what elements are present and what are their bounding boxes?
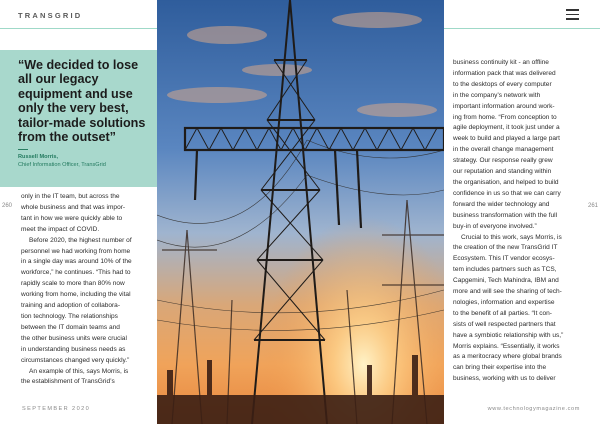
text-line: the other business units were crucial <box>21 334 127 342</box>
text-line: Crucial to this work, says Morris, is <box>461 233 562 241</box>
text-line: Ecosystem. This IT vendor ecosys- <box>453 255 555 263</box>
text-line: buy-in of everyone involved.” <box>453 222 537 230</box>
article-column-right <box>453 58 595 385</box>
text-line: information pack that was delivered <box>453 69 556 77</box>
text-line: business continuity kit - an offline <box>453 59 549 66</box>
text-line: week to build and played a large part <box>453 135 561 143</box>
text-line: Morris explains. “Essentially, it works <box>453 342 560 350</box>
pull-quote-text: “We decided to lose all our legacy equipment and use only the very best, tailor-made solutions from the outset” <box>18 58 146 145</box>
website-url[interactable]: www.technologymagazine.com <box>487 406 580 412</box>
header-rule-left <box>0 28 157 29</box>
text-line: An example of this, says Morris, is <box>29 367 129 375</box>
page-number-right: 261 <box>587 203 598 209</box>
text-line: to the desktops of every computer <box>453 80 552 88</box>
pull-quote-role: Chief Information Officer, TransGrid <box>18 162 106 169</box>
text-line: Capgemini, Tech Mahindra, IBM and <box>453 277 559 285</box>
menu-icon[interactable] <box>566 9 579 20</box>
text-line: as a meritocracy where global brands <box>453 353 562 361</box>
text-line: meet the impact of COVID. <box>21 225 100 233</box>
text-line: important information around work- <box>453 102 555 110</box>
text-line: business transformation with the full <box>453 211 558 219</box>
article-column-left <box>21 192 155 388</box>
text-line: strategy. Our response really grew <box>453 157 553 165</box>
brand-logo-text: TRANSGRID <box>18 11 83 20</box>
text-line: the creation of the new TransGrid IT <box>453 244 558 252</box>
text-line: tion technology. The relationships <box>21 312 118 320</box>
text-line: working from home, including the vital <box>21 291 131 299</box>
page-number-left: 260 <box>2 203 13 209</box>
text-line: in a single day was around 10% of the <box>21 258 132 266</box>
text-line: have a symbiotic relationship with us,” <box>453 331 564 339</box>
text-line: nologies, information and expertise <box>453 298 555 306</box>
text-line: tant in how we were quickly able to <box>21 214 123 222</box>
text-line: forward the wider technology and <box>453 200 550 208</box>
text-line: training and adoption of collabora- <box>21 302 120 310</box>
text-line: only in the IT team, but across the <box>21 193 120 200</box>
text-line: agile deployment, it took just under a <box>453 124 560 132</box>
text-line: to the benefit of all parties. “It con- <box>453 309 552 317</box>
text-line: Before 2020, the highest number of <box>29 236 132 244</box>
text-line: whole business and that was impor- <box>21 203 126 211</box>
text-line: our reputation and standing within <box>453 168 552 176</box>
text-line: in understanding business needs as <box>21 345 126 353</box>
text-line: tem includes partners such as TCS, <box>453 266 557 274</box>
text-line: workforce,” he continues. “This had to <box>21 269 131 277</box>
text-line: rapidly scale to more than 80% now <box>21 280 125 288</box>
text-line: between the IT domain teams and <box>21 323 120 331</box>
text-line: the establishment of TransGrid’s <box>21 378 115 386</box>
text-line: ing from home. “From conception to <box>453 113 557 121</box>
text-line: in the overall change management <box>453 146 554 154</box>
text-line: personnel we had working from home <box>21 247 131 255</box>
text-line: circumstances changed very quickly.” <box>21 356 130 364</box>
header-rule-right <box>444 28 600 29</box>
transmission-towers-photo <box>157 0 444 424</box>
issue-date: SEPTEMBER 2020 <box>22 406 91 412</box>
photo-illustration <box>157 0 444 424</box>
text-line: in the company’s network with <box>453 91 541 99</box>
text-line: more and will see the sharing of tech- <box>453 288 562 296</box>
text-line: confidence in us so that we can carry <box>453 189 561 197</box>
pull-quote-author: Russell Morris, <box>18 154 59 161</box>
text-line: the organisation, and helped to build <box>453 178 559 186</box>
pull-quote-divider <box>18 149 28 150</box>
text-line: business, working with us to deliver <box>453 375 556 383</box>
text-line: can bring their expertise into the <box>453 364 547 372</box>
pull-quote-box <box>0 50 157 187</box>
text-line: sists of well respected partners that <box>453 320 556 328</box>
